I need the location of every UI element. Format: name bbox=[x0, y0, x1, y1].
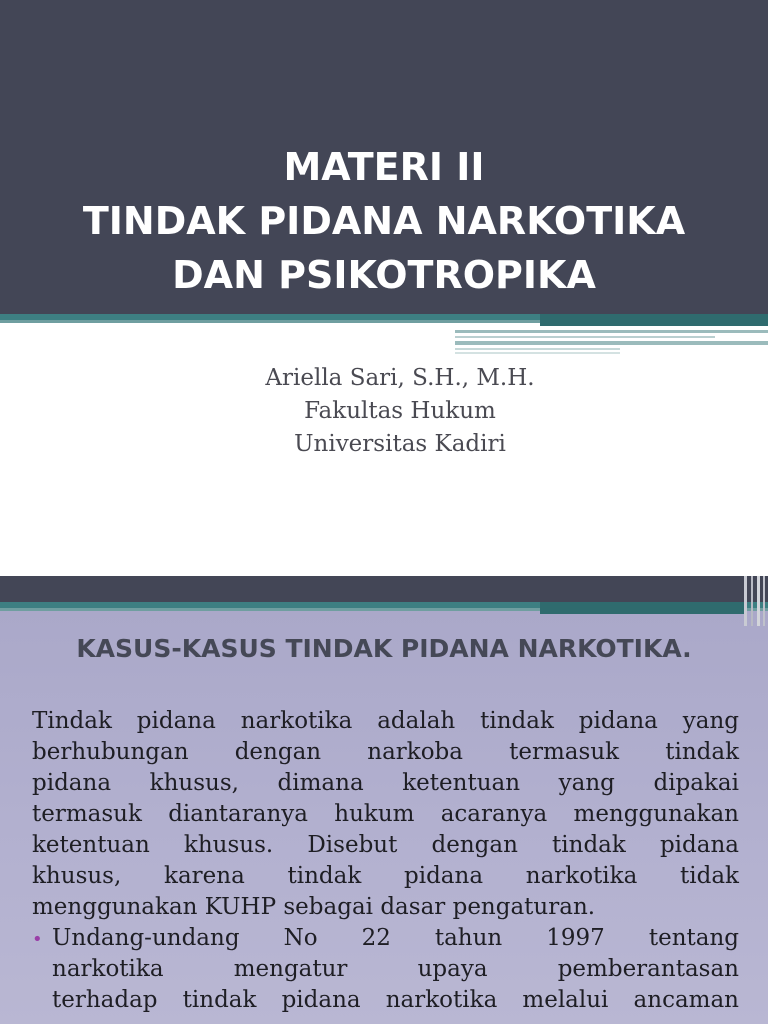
body-paragraph bbox=[32, 706, 739, 923]
body-line: ketentuan khusus. Disebut dengan tindak pidana bbox=[32, 832, 739, 858]
decor-stripe bbox=[763, 576, 765, 626]
body-line: khusus, karena tindak pidana narkotika tidak bbox=[32, 863, 739, 889]
decor-stripe bbox=[540, 314, 768, 326]
title-line: DAN PSIKOTROPIKA bbox=[172, 253, 596, 297]
decor-stripe bbox=[455, 348, 620, 350]
faculty-name: Fakultas Hukum bbox=[304, 398, 496, 424]
slide-title bbox=[0, 140, 768, 302]
decor-stripe bbox=[751, 576, 753, 626]
title-line: TINDAK PIDANA NARKOTIKA bbox=[82, 199, 686, 243]
decor-stripe bbox=[757, 576, 760, 626]
bullet-item bbox=[32, 923, 739, 1016]
decor-stripe bbox=[744, 576, 747, 626]
title-line: MATERI II bbox=[283, 145, 485, 189]
author-name: Ariella Sari, S.H., M.H. bbox=[265, 365, 535, 391]
bullet-line: terhadap tindak pidana narkotika melalui ancaman bbox=[52, 987, 739, 1013]
body-line: berhubungan dengan narkoba termasuk tindak bbox=[32, 739, 739, 765]
content-band bbox=[0, 576, 768, 602]
university-name: Universitas Kadiri bbox=[294, 431, 506, 457]
body-line: pidana khusus, dimana ketentuan yang dipakai bbox=[32, 770, 739, 796]
slide-heading: KASUS-KASUS TINDAK PIDANA NARKOTIKA. bbox=[76, 634, 692, 663]
body-line: termasuk diantaranya hukum acaranya menggunakan bbox=[32, 801, 739, 827]
bullet-line: Undang-undang No 22 tahun 1997 tentang bbox=[52, 925, 739, 951]
slide-subtitle bbox=[0, 362, 768, 461]
body-line: menggunakan KUHP sebagai dasar pengaturan. bbox=[32, 894, 596, 920]
content-slide bbox=[0, 576, 768, 1024]
decor-stripe bbox=[455, 352, 620, 354]
decor-stripe bbox=[540, 602, 744, 614]
bullet-line: narkotika mengatur upaya pemberantasan bbox=[52, 956, 739, 982]
bullet-icon: • bbox=[32, 929, 43, 950]
decor-stripe bbox=[455, 336, 715, 338]
body-line: Tindak pidana narkotika adalah tindak pidana yang bbox=[32, 708, 739, 734]
decor-stripe bbox=[455, 341, 768, 345]
decor-stripe bbox=[455, 330, 768, 333]
